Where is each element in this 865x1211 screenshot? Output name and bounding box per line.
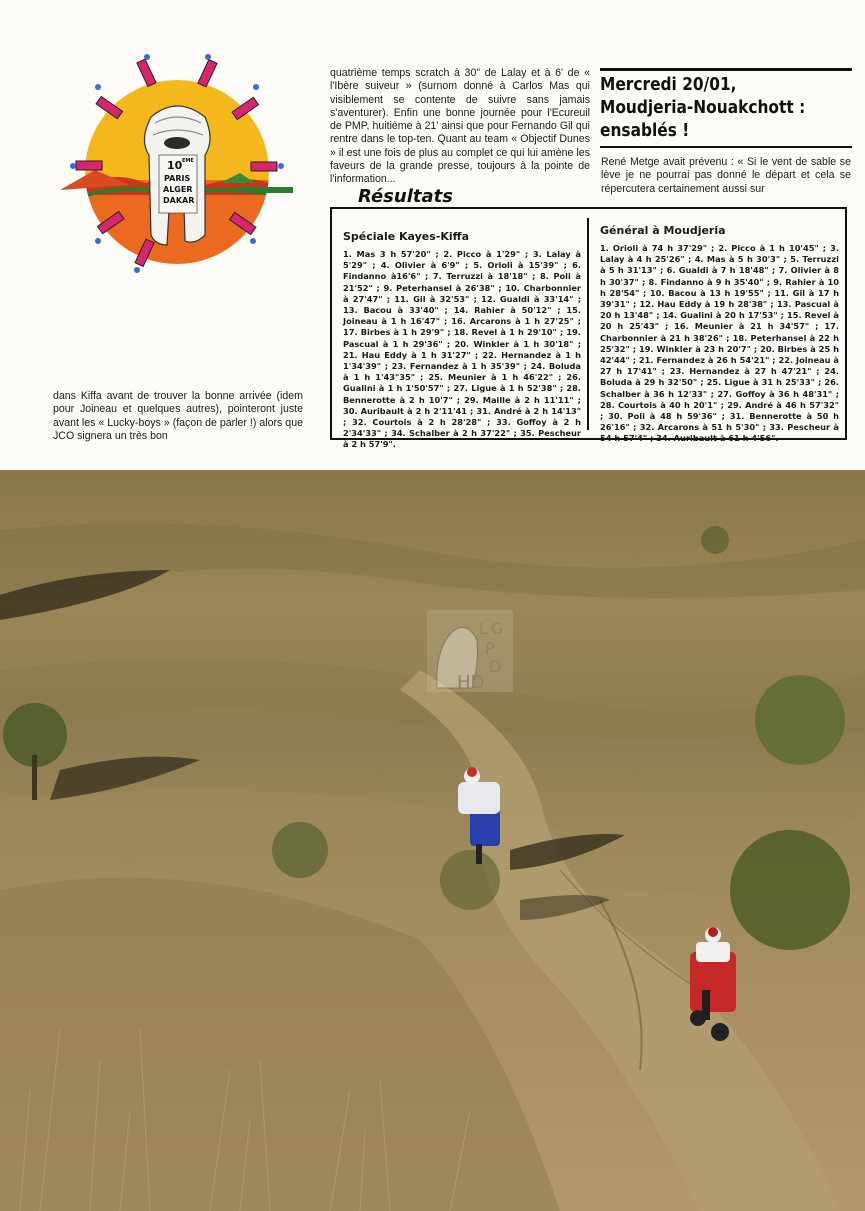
results-divider: [587, 218, 589, 430]
results-general-list: 1. Orioli à 74 h 37'29" ; 2. Picco à 1 h 10'45" ; 3. Lalay à 4 h 25'26" ; 4. Mas à 5 h 30'3" ; 5. Terruzzi à 5 h 31'13" ; 6. Gualdi à 7 h 18'48" ; 7. Olivier à 8 h 30'37" ; 8. Findanno à 9 h 35'40" ; 9. Rahier à 10 h 28'54" ; 10. Bacou à 13 h 19'55" ; 11. Gil à 17 h 39'31" ; 12. Hau Eddy à 19 h 28'38" ; 13. Pascual à 20 h 13'48" ; 14. Gualini à 20 h 17'53" ; 15. Revel à 20 h 25'43" ; 16. Meunier à 21 h 34'57" ; 17. Charbonnier à 21 h 38'26" ; 18. Peterhansel à 22 h 25'32" ; 19. Winkler à 23 h 20'7" ; 20. Birbes à 25 h 42'44" ; 21. Fernandez à 26 h 54'21" ; 22. Joineau à 27 h 17'41" ; 23. Hernandez à 27 h 47'21" ; 24. Boluda à 29 h 32'50" ; 25. Ligue à 31 h 25'33" ; 26. Schalber à 36 h 12'33" ; 27. Goffoy à 36 h 48'31" ; 28. Courtois à 40 h 20'1" ; 29. André à 46 h 57'32" ; 30. Poli à 48 h 59'36" ; 31. Bennerotte à 50 h 26'16" ; 32. Arcarons à 51 h 5'30" ; 33. Pescheur à 54 h 57'4" ; 34. Auribault à 61 h 4'56".: [600, 243, 839, 444]
intro-paragraph-left: dans Kiffa avant de trouver la bonne arrivée (idem pour Joineau et quelques autres), pointeront juste avant les « Lucky-boys » (façon de parler !) alors que JCO signera un très bon: [53, 390, 303, 442]
lgp-hd-watermark: [427, 610, 513, 692]
watermark-p: P: [485, 639, 495, 658]
logo-paris: PARIS: [164, 174, 191, 183]
article-paragraph-right: René Metge avait prévenu : « Si le vent de sable se lève je ne pourrai pas donné le départ et cela se répercutera certainement aussi sur: [601, 156, 851, 195]
watermark-l: L: [479, 619, 488, 638]
headline-block: [600, 68, 852, 148]
savanna-scene: [0, 470, 865, 1211]
results-general-heading: Général à Moudjeria: [600, 224, 726, 237]
logo-edition-suffix: EME: [182, 158, 194, 164]
headline-rule: [600, 146, 852, 148]
watermark-g: G: [491, 619, 504, 638]
headline-line-2: Moudjeria-Nouakchott :: [600, 98, 806, 118]
results-stage-column: [343, 230, 581, 451]
results-general-column: [600, 224, 839, 445]
text-section: [0, 0, 865, 470]
watermark-d: D: [489, 657, 502, 676]
rally-photo: [0, 470, 865, 1211]
logo-edition: 10: [167, 159, 183, 172]
headline-line-3: ensablés !: [600, 121, 690, 141]
results-stage-list: 1. Mas 3 h 57'20" ; 2. Picco à 1'29" ; 3. Lalay à 5'29" ; 4. Olivier à 6'9" ; 5. Orioli à 15'39" ; 6. Findanno à16'6" ; 7. Terruzzi à 18'18" ; 8. Poli à 21'52" ; 9. Peterhansel à 26'38" ; 10. Charbonnier à 27'47" ; 11. Gil à 32'53" ; 12. Gualdi à 33'14" ; 13. Bacou à 33'40" ; 14. Rahier à 50'12" ; 15. Joineau à 1 h 16'47" ; 16. Arcarons à 1 h 27'25" ; 17. Birbes à 1 h 29'9" ; 18. Revel à 1 h 29'10" ; 19. Pascual à 1 h 29'36" ; 20. Winkler à 1 h 30'18" ; 21. Hau Eddy à 1 h 31'27" ; 22. Hernandez à 1 h 1'34'39" ; 23. Fernandez à 1 h 35'39" ; 24. Boluda à 1 h 1'43"35" ; 25. Meunier à 1 h 46'22" ; 26. Gualini à 1 h 1'50'57" ; 27. Ligue à 1 h 52'38" ; 28. Bennerotte à 2 h 10'7" ; 29. Maille à 2 h 11'11" ; 30. Auribault à 2 h 2'11'41 ; 31. André à 2 h 14'13" ; 32. Courtois à 2 h 28'28" ; 33. Goffoy à 2 h 2'34'33" ; 34. Schalber à 2 h 37'22" ; 35. Pescheur à 2 h 57'9".: [343, 249, 581, 450]
headline: [600, 74, 852, 143]
logo-dakar: DAKAR: [163, 196, 195, 205]
results-title: Résultats: [352, 186, 459, 207]
results-stage-heading: Spéciale Kayes-Kiffa: [343, 230, 470, 243]
watermark-hd: HD: [457, 672, 485, 692]
headline-line-1: Mercredi 20/01,: [600, 75, 737, 95]
logo-alger: ALGER: [163, 185, 193, 194]
paris-alger-dakar-logo: [55, 45, 300, 290]
intro-paragraph-right: quatrième temps scratch à 30" de Lalay et à 6' de « l'Ibère suiveur » (surnom donné à Carlos Mas qui visiblement se contente de suivre sans jamais s'aventurer). Enfin une bonne journée pour l'Ecureuil de PMP, huitième à 21' ainsi que pour Fernando Gil qui rentre dans le top-ten. Quant au team « Objectif Dunes » il est une fois de plus au complet ce qui lui amène les faveurs de la grande presse, toujours à la pointe de l'information...: [330, 67, 590, 186]
